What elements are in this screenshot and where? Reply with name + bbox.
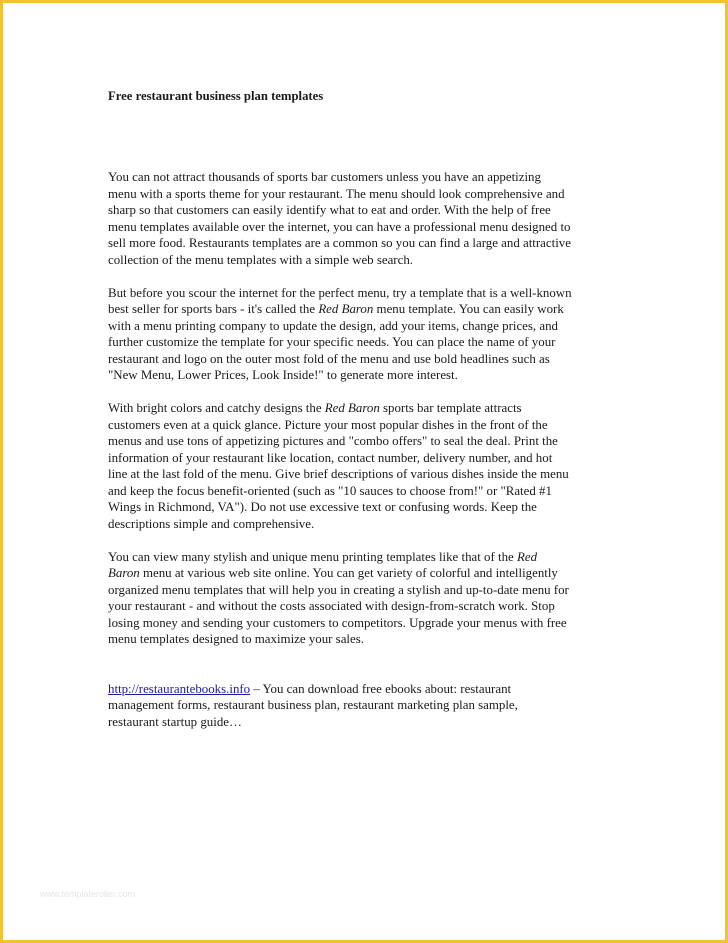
line-text: line at the last fold of the menu. Give brief descriptions of various dishes inside the menu — [108, 467, 569, 481]
paragraph-line — [108, 466, 628, 483]
footer-line — [108, 681, 628, 698]
paragraph-line — [108, 516, 628, 533]
paragraph-line — [108, 219, 628, 236]
body-paragraph — [108, 400, 628, 532]
italic-term: Red Baron — [318, 302, 374, 316]
line-text: menu templates available over the internet, you can have a professional menu designed to — [108, 219, 571, 234]
paragraph-line — [108, 417, 628, 434]
paragraph-line — [108, 367, 628, 384]
paragraph-line — [108, 169, 628, 186]
paragraph-line — [108, 499, 628, 516]
paragraph-line — [108, 235, 628, 252]
line-text: With bright colors and catchy designs the — [108, 401, 325, 415]
paragraph-line — [108, 301, 628, 318]
paragraph-line — [108, 483, 628, 500]
paragraph-line — [108, 549, 628, 566]
watermark-text: www.templateroller.com — [40, 889, 136, 899]
paragraph-line — [108, 400, 628, 417]
document-body — [108, 169, 628, 747]
paragraph-line — [108, 334, 628, 351]
paragraph-line — [108, 433, 628, 450]
line-text: You can not attract thousands of sports bar customers unless you have an appetizing — [108, 170, 541, 184]
body-paragraph — [108, 549, 628, 648]
paragraph-line — [108, 252, 628, 269]
line-text: losing money and sending your customers to competitors. Upgrade your menus with free — [108, 615, 567, 630]
line-text: information of your restaurant like location, contact number, delivery number, and hot — [108, 450, 553, 465]
line-text: restaurant and logo on the outer most fold of the menu and use bold headlines such as — [108, 351, 550, 366]
paragraph-line — [108, 186, 628, 203]
line-text: menu at various web site online. You can get variety of colorful and intelligently — [139, 566, 558, 580]
paragraph-line — [108, 450, 628, 467]
italic-term: Baron — [108, 566, 140, 580]
body-paragraph — [108, 169, 628, 268]
line-text: organized menu templates that will help you in creating a stylish and up-to-date menu for — [108, 582, 569, 597]
line-text: and keep the focus benefit-oriented (such as "10 sauces to choose from!" or "Rated #1 — [108, 483, 552, 498]
line-text: sharp so that customers can easily identify what to eat and order. With the help of free — [108, 203, 551, 217]
line-text: menus and use tons of appetizing pictures and "combo offers" to seal the deal. Print the — [108, 434, 558, 448]
line-text: further customize the template for your specific needs. You can place the name of your — [108, 335, 556, 349]
paragraph-line — [108, 202, 628, 219]
line-text: Wings in Richmond, VA"). Do not use excessive text or confusing words. Keep the — [108, 500, 537, 514]
document-title: Free restaurant business plan templates — [108, 89, 324, 103]
paragraph-line — [108, 631, 628, 648]
paragraph-line — [108, 565, 628, 582]
line-text: sell more food. Restaurants templates are a common so you can find a large and attractive — [108, 236, 571, 250]
body-paragraph — [108, 285, 628, 384]
line-text: But before you scour the internet for the perfect menu, try a template that is a well-known — [108, 285, 572, 300]
ebooks-link[interactable]: http://restaurantebooks.info — [108, 681, 251, 696]
footer-line: management forms, restaurant business plan, restaurant marketing plan sample, — [108, 698, 518, 712]
paragraph-line — [108, 582, 628, 599]
paragraph-line — [108, 351, 628, 368]
paragraph-line — [108, 615, 628, 632]
line-text: your restaurant - and without the costs associated with design-from-scratch work. Stop — [108, 599, 555, 613]
footer-line-text: – You can download free ebooks about: restaurant — [250, 681, 512, 696]
footer-line: restaurant startup guide… — [108, 714, 242, 729]
line-text: sports bar template attracts — [379, 401, 522, 415]
line-text: collection of the menu templates with a simple web search. — [108, 252, 413, 267]
paragraph-line — [108, 285, 628, 302]
document-page — [3, 3, 725, 940]
paragraph-list — [108, 169, 628, 648]
italic-term: Red — [516, 549, 538, 564]
line-text: "New Menu, Lower Prices, Look Inside!" to generate more interest. — [108, 368, 458, 382]
footer-paragraph — [108, 681, 628, 731]
line-text: customers even at a quick glance. Picture your most popular dishes in the front of the — [108, 417, 548, 432]
line-text: menu templates designed to maximize your sales. — [108, 632, 364, 646]
line-text: You can view many stylish and unique menu printing templates like that of the — [108, 549, 517, 564]
line-text: best seller for sports bars - it's called the — [108, 302, 319, 316]
line-text: menu template. You can easily work — [373, 302, 564, 316]
line-text: with a menu printing company to update the design, add your items, change prices, and — [108, 318, 558, 333]
line-text: descriptions simple and comprehensive. — [108, 516, 315, 531]
italic-term: Red Baron — [324, 401, 380, 415]
line-text: menu with a sports theme for your restaurant. The menu should look comprehensive and — [108, 186, 565, 201]
paragraph-line — [108, 318, 628, 335]
paragraph-line — [108, 598, 628, 615]
